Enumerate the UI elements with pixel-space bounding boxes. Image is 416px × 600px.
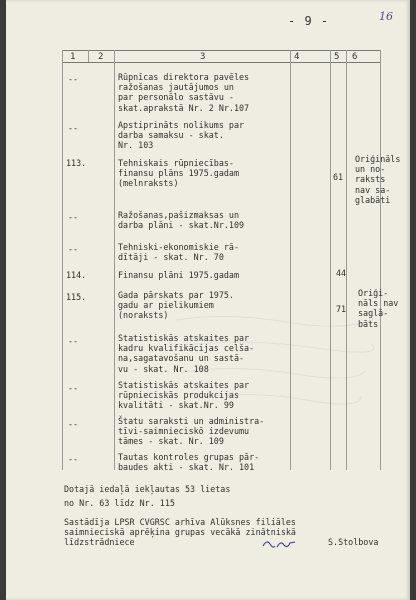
row-sheet-count: 61 — [333, 172, 344, 182]
row-number: -- — [68, 336, 79, 346]
row-number: -- — [68, 454, 79, 464]
row-number: -- — [68, 383, 79, 393]
row-number: -- — [68, 74, 79, 84]
row-number: -- — [68, 212, 79, 222]
row-note: Oriģi- nāls nav saglā- bāts — [358, 288, 399, 329]
table-header-rule — [62, 62, 380, 63]
row-number: -- — [68, 244, 79, 254]
section-summary-line2: no Nr. 63 līdz Nr. 115 — [64, 498, 175, 508]
col-header-3: 3 — [200, 52, 206, 62]
row-description: Statistiskās atskaites par kadru kvalifikācijas celša- na,sagatavošanu un sastā- vu - skat. Nr. 108 — [118, 333, 255, 374]
col-header-6: 6 — [352, 52, 358, 62]
row-description: Tautas kontroles grupas pār- baudes akti - skat. Nr. 101 — [118, 452, 260, 473]
compiler-statement: Sastādīja LPSR CVGRSC arhīva Alūksnes filiāles saimnieciskā aprēķina grupas vecākā zinātniskā līdzstrādniece — [64, 517, 296, 548]
row-number: 113. — [66, 158, 87, 168]
col-header-5: 5 — [334, 52, 340, 62]
row-number: 114. — [66, 270, 87, 280]
col-border-3 — [290, 50, 291, 470]
row-sheet-count: 71 — [336, 304, 347, 314]
row-description: Štatu saraksti un administra- tīvi-saimnieciskō izdevumu tāmes - skat. Nr. 109 — [118, 416, 265, 447]
row-description: Tehniski-ekonomiskie rā- dītāji - skat. Nr. 70 — [118, 242, 240, 263]
compiler-name: S.Stolbova — [328, 537, 379, 547]
table-top-rule — [62, 50, 380, 51]
row-description: Finansu plāni 1975.gadam — [118, 270, 240, 280]
row-description: Gada pārskats par 1975. gadu ar pielikumiem (noraksts) — [118, 290, 234, 321]
col-border-left — [62, 50, 63, 470]
row-description: Statistiskās atskaites par rūpnieciskās produkcijas kvalitāti - skat.Nr. 99 — [118, 380, 250, 411]
section-summary-line1: Dotajā iedaļā iekļautas 53 lietas — [64, 484, 231, 494]
handwritten-signature — [261, 537, 297, 551]
archive-sheet-number: 16 — [379, 10, 393, 23]
col-border-right — [380, 50, 381, 470]
row-description: Rūpnīcas direktora pavēles ražošanas jautājumos un par personālo sastāvu - skat.aprakstā Nr. 2 Nr.107 — [118, 72, 250, 113]
row-number: -- — [68, 123, 79, 133]
row-note: Oriģināls un no- raksts nav sa- glabāti — [355, 154, 401, 205]
document-page — [6, 0, 410, 600]
col-border-2 — [114, 50, 115, 470]
col-header-4: 4 — [294, 52, 300, 62]
col-border-1 — [88, 50, 89, 62]
row-number: 115. — [66, 292, 87, 302]
row-description: Ražošanas,pašizmaksas un darba plāni - skat.Nr.109 — [118, 210, 245, 231]
row-description: Tehniskais rūpniecības- finansu plāns 1975.gadam (melnraksts) — [118, 158, 240, 189]
page-number: - 9 - — [288, 14, 330, 28]
col-header-2: 2 — [98, 52, 104, 62]
row-sheet-count: 44 — [336, 268, 347, 278]
row-description: Apstiprināts nolikums par darba samaksu - skat. Nr. 103 — [118, 120, 245, 151]
col-border-4 — [330, 50, 331, 470]
col-border-5 — [346, 50, 347, 470]
col-header-1: 1 — [70, 52, 76, 62]
row-number: -- — [68, 419, 79, 429]
